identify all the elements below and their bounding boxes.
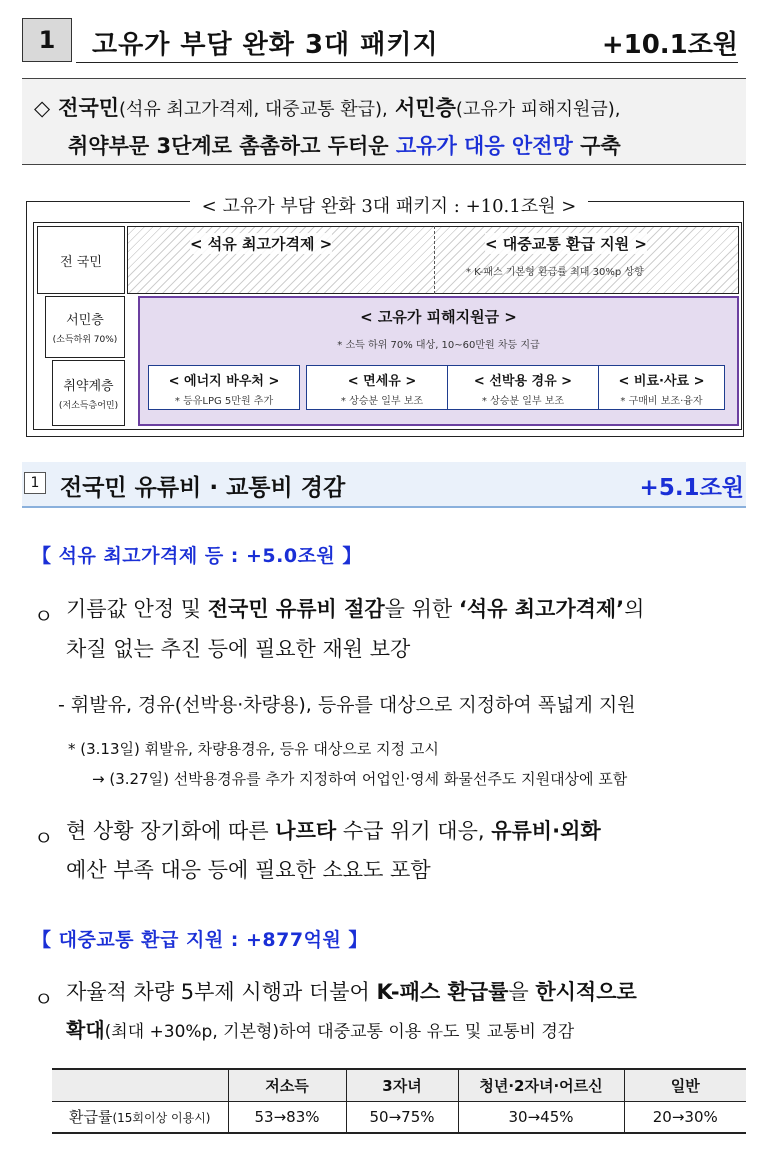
table-header: 저소득 — [228, 1069, 346, 1101]
relief-label: < 고유가 피해지원금 > — [360, 308, 517, 326]
fertilizer-feed-box: < 비료·사료 > * 구매비 보조·융자 — [598, 365, 725, 410]
taxfree-oil-box: < 면세유 > * 상승분 일부 보조 — [306, 365, 458, 410]
transit-para-line-2: 확대(최대 +30%p, 기본형)하여 대중교통 이용 유도 및 교통비 경감 — [66, 1018, 575, 1042]
oil-cap-heading: 【 석유 최고가격제 등 : +5.0조원 】 — [32, 545, 362, 567]
diamond-icon: ◇ — [34, 96, 51, 120]
table-header: 청년·2자녀·어르신 — [458, 1069, 624, 1101]
summary-text: 서민층 — [395, 96, 456, 120]
table-cell: 50→75% — [346, 1101, 458, 1133]
table-cell: 30→45% — [458, 1101, 624, 1133]
summary-text: (고유가 피해지원금), — [455, 99, 621, 120]
relief-note: * 소득 하위 70% 대상, 10~60만원 차등 지급 — [337, 340, 540, 351]
section-title: 고유가 부담 완화 3대 패키지 — [92, 30, 439, 60]
oil-para-2-line-1: 현 상황 장기화에 따른 나프타 수급 위기 대응, 유류비·외화 — [66, 819, 601, 843]
oil-para-2-line-2: 예산 부족 대응 등에 필요한 소요도 포함 — [66, 858, 431, 882]
oil-note-1: * (3.13일) 휘발유, 차량용경유, 등유 대상으로 지정 고시 — [68, 740, 439, 758]
summary-text: 구축 — [580, 134, 621, 158]
row-label: 환급률(15회이상 이용시) — [52, 1101, 228, 1133]
oil-cap-label: < 석유 최고가격제 > — [190, 235, 333, 253]
summary-line-2 — [68, 130, 621, 160]
transit-label: < 대중교통 환급 지원 > — [485, 235, 647, 253]
table-header — [52, 1069, 228, 1101]
subsection-amount: +5.1조원 — [639, 475, 744, 501]
energy-voucher-box: < 에너지 바우처 > * 등유LPG 5만원 추가 — [148, 365, 300, 410]
table-header: 3자녀 — [346, 1069, 458, 1101]
bullet-icon: ㅇ — [34, 826, 54, 850]
section-amount: +10.1조원 — [601, 30, 738, 60]
transit-note: * K-패스 기본형 환급률 최대 30%p 상향 — [466, 267, 644, 278]
category-vulnerable: 취약계층 (저소득층어민) — [52, 360, 125, 426]
section-underline — [76, 62, 738, 63]
oil-para-1-line-2: 차질 없는 추진 등에 필요한 재원 보강 — [66, 637, 411, 661]
table-row — [52, 1101, 746, 1133]
oil-para-1-line-1: 기름값 안정 및 전국민 유류비 절감을 위한 ‘석유 최고가격제’의 — [66, 597, 645, 621]
subsection-number: 1 — [24, 472, 46, 494]
subsection-title: 전국민 유류비 · 교통비 경감 — [60, 475, 346, 501]
oil-dash-item: - 휘발유, 경유(선박용·차량용), 등유를 대상으로 지정하여 폭넓게 지원 — [58, 694, 636, 716]
diagram-title: < 고유가 부담 완화 3대 패키지 : +10.1조원 > — [0, 192, 778, 218]
category-all: 전 국민 — [37, 226, 125, 294]
divider — [434, 226, 435, 294]
summary-text: (석유 최고가격제, 대중교통 환급), — [119, 99, 388, 120]
refund-rate-table — [52, 1068, 746, 1134]
transit-para-line-1: 자율적 차량 5부제 시행과 더불어 K-패스 환급률을 한시적으로 — [66, 980, 637, 1004]
summary-line-1 — [34, 92, 620, 122]
table-cell: 53→83% — [228, 1101, 346, 1133]
summary-text: 취약부문 3단계로 촘촘하고 두터운 — [68, 134, 389, 158]
table-header-row — [52, 1069, 746, 1101]
transit-heading: 【 대중교통 환급 지원 : +877억원 】 — [32, 929, 368, 951]
summary-highlight: 고유가 대응 안전망 — [395, 134, 573, 158]
bullet-icon: ㅇ — [34, 604, 54, 628]
section-number: 1 — [22, 18, 72, 62]
table-header: 일반 — [624, 1069, 746, 1101]
table-cell: 20→30% — [624, 1101, 746, 1133]
category-low-income: 서민층 (소득하위 70%) — [45, 296, 125, 358]
bullet-icon: ㅇ — [34, 987, 54, 1011]
summary-text: 전국민 — [58, 96, 120, 120]
ship-diesel-box: < 선박용 경유 > * 상승분 일부 보조 — [447, 365, 599, 410]
oil-note-2: → (3.27일) 선박용경유를 추가 지정하여 어업인·영세 화물선주도 지원대상에 포함 — [92, 770, 628, 788]
